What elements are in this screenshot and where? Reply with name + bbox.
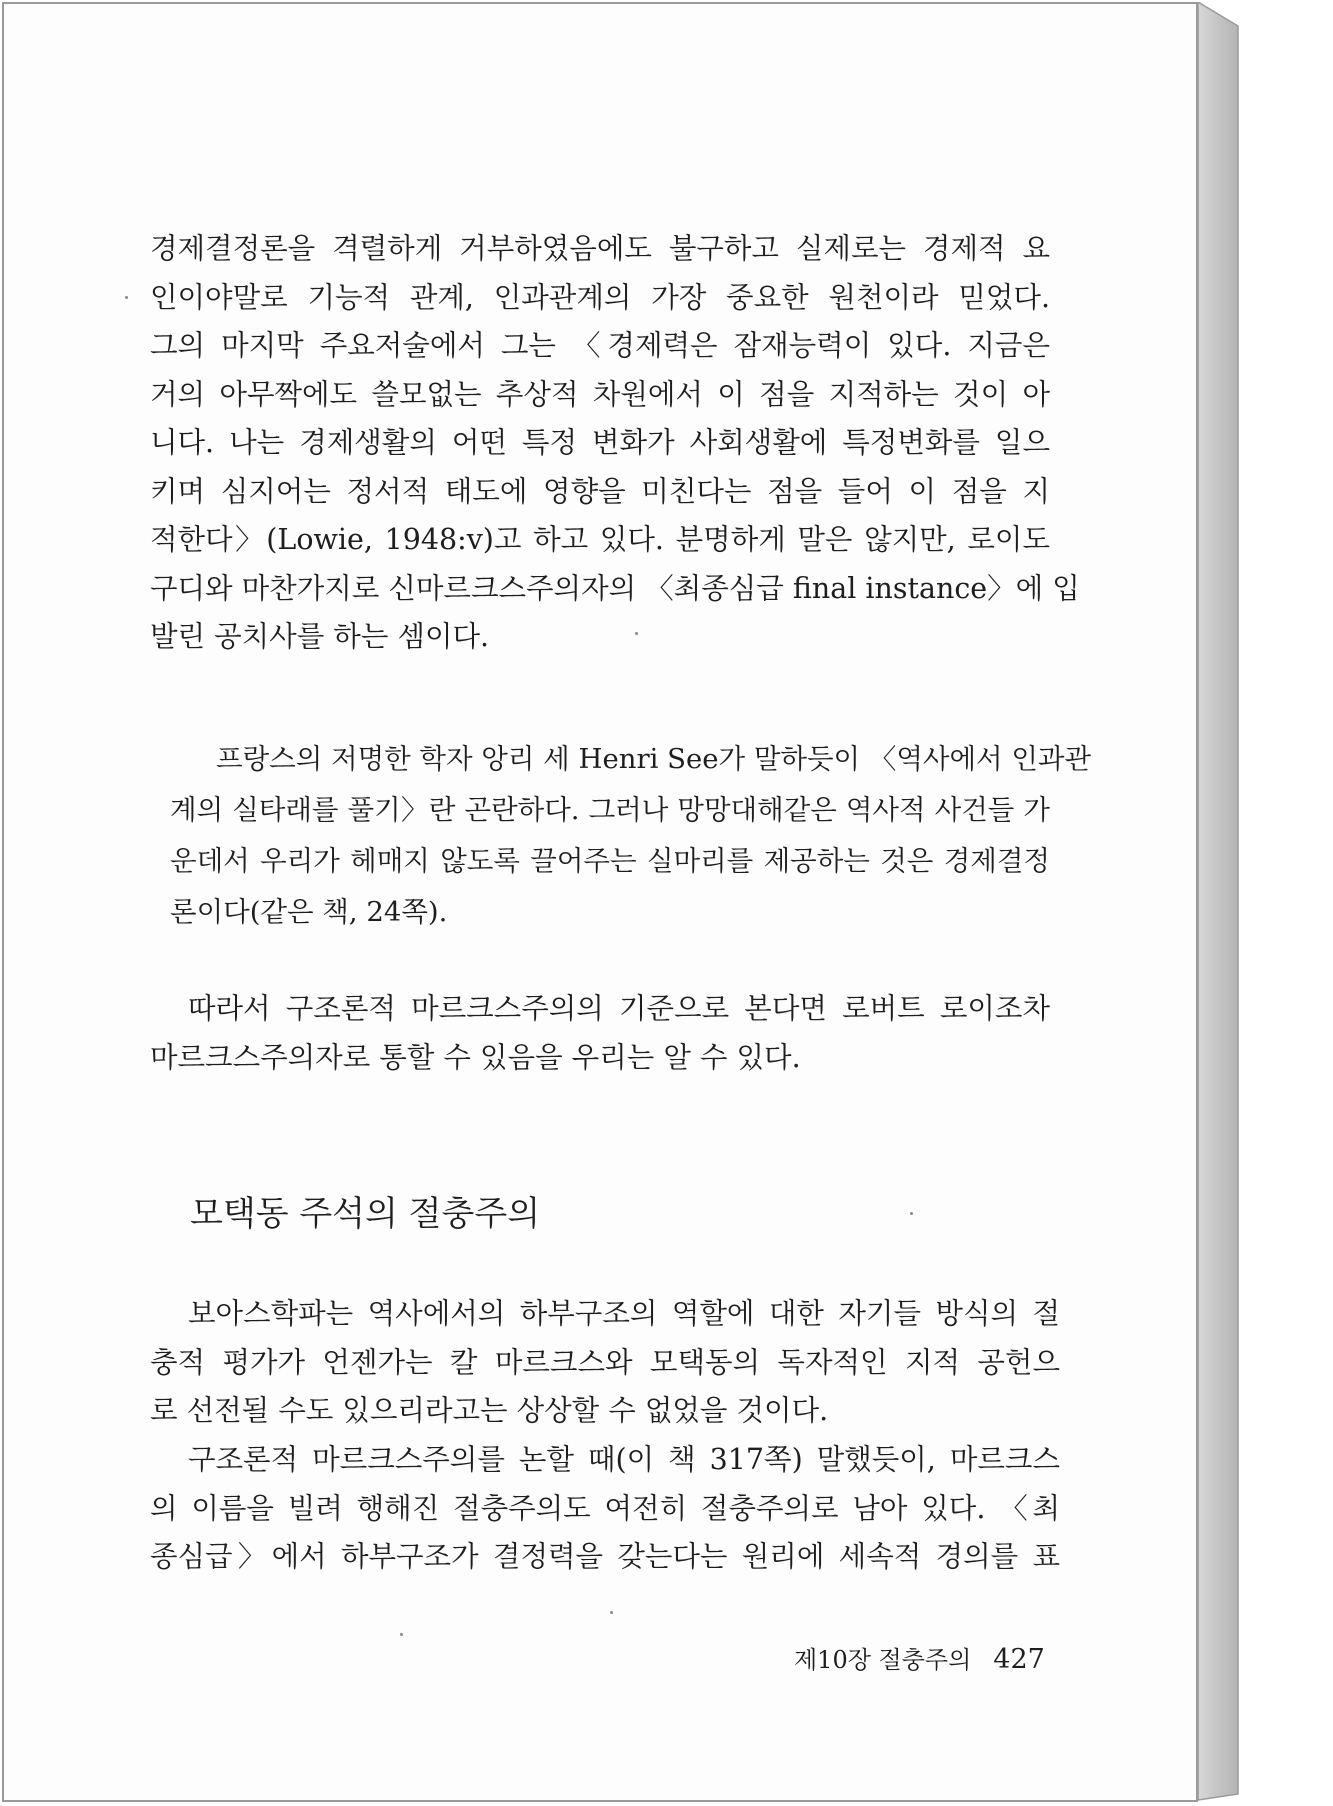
text-line: 따라서 구조론적 마르크스주의의 기준으로 본다면 로버트 로이조차: [188, 992, 1050, 1025]
scan-speck: [610, 1611, 613, 1614]
text-line: 경제결정론을 격렬하게 거부하였음에도 불구하고 실제로는 경제적 요: [150, 232, 1050, 265]
text-line: 마르크스주의자로 통할 수 있음을 우리는 알 수 있다.: [150, 1040, 801, 1074]
paragraph-4: [150, 1436, 1060, 1582]
text-line: 발린 공치사를 하는 셈이다.: [150, 620, 490, 653]
scan-speck: [910, 1212, 913, 1215]
text-line: 로 선전될 수도 있으리라고는 상상할 수 없었을 것이다.: [150, 1394, 829, 1427]
text-line: 인이야말로 기능적 관계, 인과관계의 가장 중요한 원천이라 믿었다.: [150, 280, 1050, 314]
text-line: 거의 아무짝에도 쓸모없는 추상적 차원에서 이 점을 지적하는 것이 아: [150, 377, 1050, 411]
block-quote: [170, 734, 1092, 938]
scan-speck: [635, 632, 638, 635]
text-line: 키며 심지어는 정서적 태도에 영향을 미친다는 점을 들어 이 점을 지: [150, 474, 1050, 508]
scan-speck: [125, 296, 128, 299]
text-line: 충적 평가가 언젠가는 칼 마르크스와 모택동의 독자적인 지적 공헌으: [150, 1345, 1060, 1379]
page-footer: [794, 1640, 1045, 1680]
text-line: 그의 마지막 주요저술에서 그는 〈경제력은 잠재능력이 있다. 지금은: [150, 329, 1050, 362]
paragraph-3: [150, 1290, 1060, 1436]
page-number: 427: [993, 1644, 1045, 1675]
paragraph-2: [150, 985, 1050, 1082]
chapter-title: 제10장 절충주의: [794, 1646, 972, 1674]
section-heading: 모택동 주석의 절충주의: [190, 1194, 541, 1234]
quote-line: 운데서 우리가 헤매지 않도록 끌어주는 실마리를 제공하는 것은 경제결정: [170, 845, 1050, 877]
text-line: 종심급〉에서 하부구조가 결정력을 갖는다는 원리에 세속적 경의를 표: [150, 1540, 1060, 1573]
text-line: 니다. 나는 경제생활의 어떤 특정 변화가 사회생활에 특정변화를 일으: [150, 426, 1050, 459]
quote-line: 계의 실타래를 풀기〉란 곤란하다. 그러나 망망대해같은 역사적 사건들 가: [170, 794, 1050, 826]
quote-line: 프랑스의 저명한 학자 앙리 세 Henri See가 말하듯이 〈역사에서 인과관: [216, 743, 1092, 775]
page-edge-graphic: [1198, 2, 1242, 1802]
page-edge-shading: [1198, 2, 1242, 1802]
scan-speck: [400, 1633, 403, 1636]
paragraph-1: [150, 225, 1080, 662]
text-line: 의 이름을 빌려 행해진 절충주의도 여전히 절충주의로 남아 있다. 〈최: [150, 1491, 1060, 1525]
text-line: 구디와 마찬가지로 신마르크스주의자의 〈최종심급 final instance〉에 입: [150, 571, 1080, 605]
text-line: 적한다〉(Lowie, 1948:v)고 하고 있다. 분명하게 말은 않지만, 로이도: [150, 523, 1050, 556]
text-line: 구조론적 마르크스주의를 논할 때(이 책 317쪽) 말했듯이, 마르크스: [188, 1443, 1060, 1476]
text-line: 보아스학파는 역사에서의 하부구조의 역할에 대한 자기들 방식의 절: [188, 1297, 1060, 1330]
quote-line: 론이다(같은 책, 24쪽).: [170, 896, 448, 928]
